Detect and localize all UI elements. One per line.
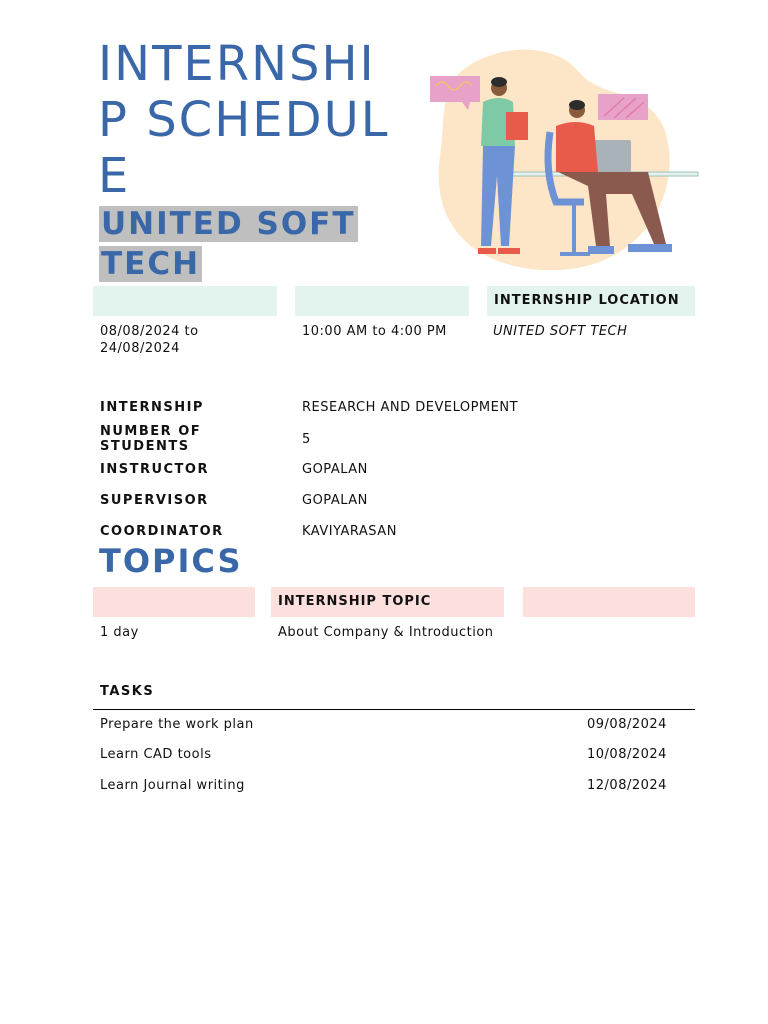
detail-label-students: NUMBER OF STUDENTS bbox=[100, 424, 202, 454]
topics-header-cell-3 bbox=[523, 587, 695, 617]
tasks-heading: TASKS bbox=[100, 684, 155, 699]
task-date: 12/08/2024 bbox=[587, 778, 667, 793]
task-date: 10/08/2024 bbox=[587, 747, 667, 762]
task-name: Learn CAD tools bbox=[100, 747, 212, 762]
company-name-text: UNITED SOFT TECH bbox=[101, 206, 356, 282]
detail-value-instructor: GOPALAN bbox=[302, 462, 368, 477]
task-date: 09/08/2024 bbox=[587, 717, 667, 732]
internship-location-header: INTERNSHIP LOCATION bbox=[494, 293, 680, 308]
internship-topic-header: INTERNSHIP TOPIC bbox=[278, 594, 432, 609]
topics-header-cell-1 bbox=[93, 587, 255, 617]
topics-heading: TOPICS bbox=[99, 542, 243, 580]
detail-label-coordinator: COORDINATOR bbox=[100, 524, 224, 539]
task-name: Prepare the work plan bbox=[100, 717, 254, 732]
speech-bubble-right-icon bbox=[598, 94, 648, 120]
detail-value-supervisor: GOPALAN bbox=[302, 493, 368, 508]
topic-duration: 1 day bbox=[100, 625, 139, 640]
company-name bbox=[99, 204, 389, 284]
team-working-illustration bbox=[428, 46, 700, 270]
detail-label-supervisor: SUPERVISOR bbox=[100, 493, 209, 508]
info-header-cell-1 bbox=[93, 286, 277, 316]
detail-value-internship: RESEARCH AND DEVELOPMENT bbox=[302, 400, 519, 415]
date-range: 08/08/2024 to 24/08/2024 bbox=[100, 324, 199, 356]
task-name: Learn Journal writing bbox=[100, 778, 245, 793]
detail-label-internship: INTERNSHIP bbox=[100, 400, 204, 415]
detail-label-instructor: INSTRUCTOR bbox=[100, 462, 209, 477]
topic-title: About Company & Introduction bbox=[278, 625, 494, 640]
tasks-divider bbox=[93, 709, 695, 710]
info-header-cell-3 bbox=[487, 286, 695, 316]
topics-header-cell-2 bbox=[271, 587, 504, 617]
time-range: 10:00 AM to 4:00 PM bbox=[302, 324, 447, 339]
detail-value-students: 5 bbox=[302, 432, 311, 447]
location-value: UNITED SOFT TECH bbox=[493, 324, 628, 339]
info-header-cell-2 bbox=[295, 286, 469, 316]
detail-value-coordinator: KAVIYARASAN bbox=[302, 524, 397, 539]
page-title: INTERNSHIP SCHEDULE bbox=[98, 36, 390, 204]
